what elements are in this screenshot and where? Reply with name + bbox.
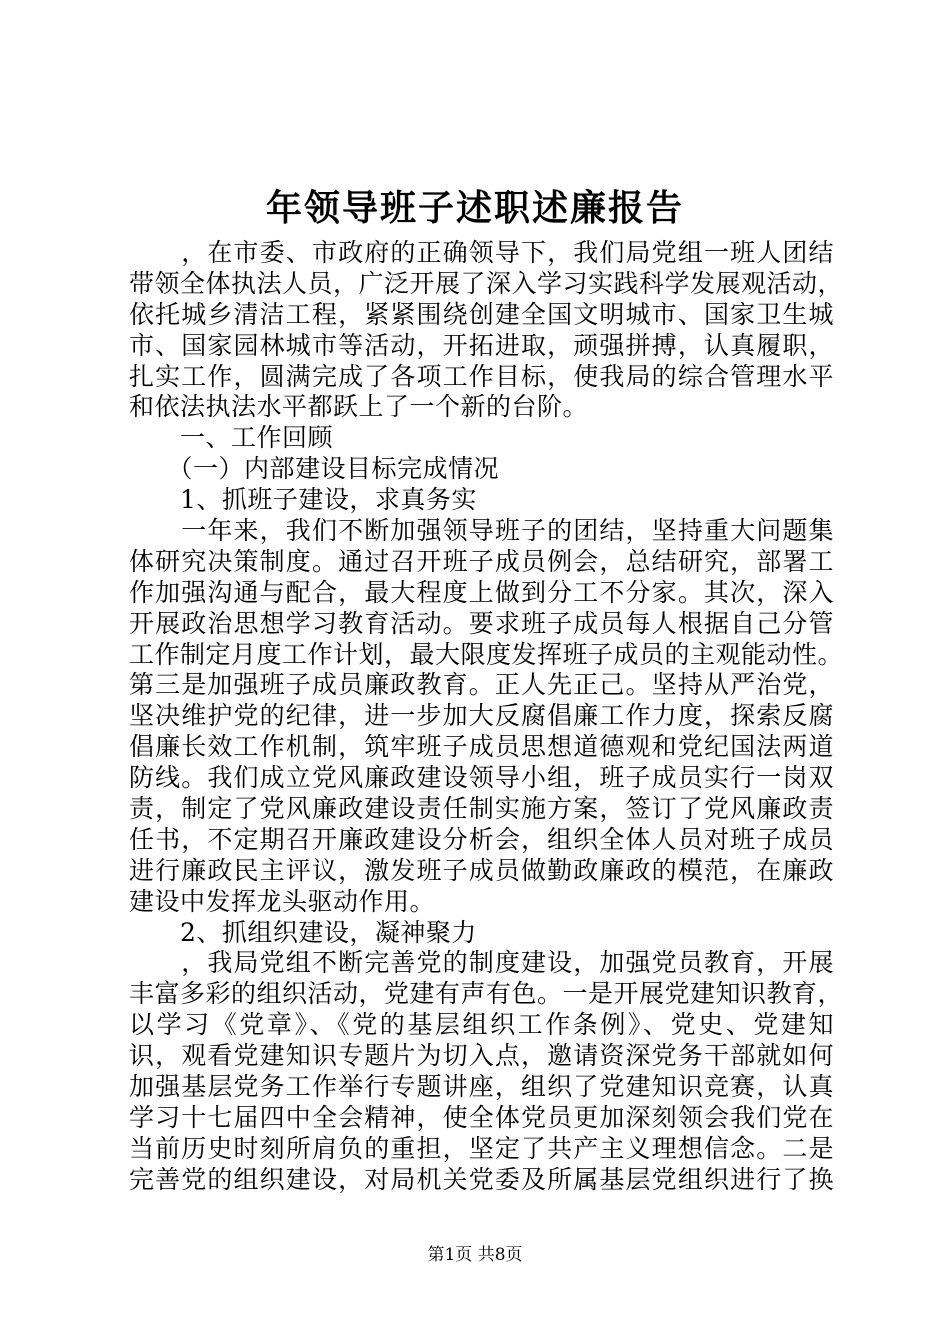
text-line: 建设中发挥龙头驱动作用。 bbox=[129, 886, 436, 916]
item-heading: 1、抓班子建设，求真务实 bbox=[129, 485, 477, 515]
text-line: 进行廉政民主评议，激发班子成员做勤政廉政的模范，在廉政 bbox=[129, 855, 834, 885]
text-line: 作加强沟通与配合，最大程度上做到分工不分家。其次，深入 bbox=[129, 577, 834, 607]
text-line: ，我局党组不断完善党的制度建设，加强党员教育，开展 bbox=[129, 948, 834, 978]
text-line: 倡廉长效工作机制，筑牢班子成员思想道德观和党纪国法两道 bbox=[129, 732, 834, 762]
text-line: 和依法执法水平都跃上了一个新的台阶。 bbox=[129, 392, 589, 422]
section-heading: 一、工作回顾 bbox=[129, 423, 334, 453]
text-line: 开展政治思想学习教育活动。要求班子成员每人根据自己分管 bbox=[129, 608, 834, 638]
text-line: 完善党的组织建设，对局机关党委及所属基层党组织进行了换 bbox=[129, 1164, 834, 1194]
text-line: 以学习《党章》、《党的基层组织工作条例》、党史、党建知 bbox=[129, 1010, 834, 1040]
text-line: 带领全体执法人员，广泛开展了深入学习实践科学发展观活动， bbox=[129, 268, 844, 298]
text-line: 扎实工作，圆满完成了各项工作目标，使我局的综合管理水平 bbox=[129, 361, 834, 391]
item-heading: 2、抓组织建设，凝神聚力 bbox=[129, 917, 477, 947]
text-line: 当前历史时刻所肩负的重担，坚定了共产主义理想信念。二是 bbox=[129, 1133, 834, 1163]
text-line: 第三是加强班子成员廉政教育。正人先正己。坚持从严治党， bbox=[129, 670, 834, 700]
text-line: 加强基层党务工作举行专题讲座，组织了党建知识竞赛，认真 bbox=[129, 1072, 834, 1102]
text-line: 任书，不定期召开廉政建设分析会，组织全体人员对班子成员 bbox=[129, 824, 834, 854]
text-line: 体研究决策制度。通过召开班子成员例会，总结研究，部署工 bbox=[129, 546, 834, 576]
text-line: 责，制定了党风廉政建设责任制实施方案，签订了党风廉政责 bbox=[129, 794, 834, 824]
text-line: 工作制定月度工作计划，最大限度发挥班子成员的主观能动性。 bbox=[129, 639, 844, 669]
document-body bbox=[129, 238, 844, 1196]
text-line: 识，观看党建知识专题片为切入点，邀请资深党务干部就如何 bbox=[129, 1041, 834, 1071]
text-line: 一年来，我们不断加强领导班子的团结，坚持重大问题集 bbox=[129, 516, 834, 546]
text-line: 依托城乡清洁工程，紧紧围绕创建全国文明城市、国家卫生城 bbox=[129, 299, 834, 329]
text-line: 学习十七届四中全会精神，使全体党员更加深刻领会我们党在 bbox=[129, 1102, 834, 1132]
text-line: ，在市委、市政府的正确领导下，我们局党组一班人团结 bbox=[129, 238, 834, 267]
text-line: 市、国家园林城市等活动，开拓进取，顽强拼搏，认真履职， bbox=[129, 330, 834, 360]
text-line: 防线。我们成立党风廉政建设领导小组，班子成员实行一岗双 bbox=[129, 763, 834, 793]
page-number-footer: 第1页 共8页 bbox=[427, 1245, 523, 1265]
text-line: 坚决维护党的纪律，进一步加大反腐倡廉工作力度，探索反腐 bbox=[129, 701, 834, 731]
subsection-heading: （一）内部建设目标完成情况 bbox=[129, 454, 500, 484]
text-line: 丰富多彩的组织活动，党建有声有色。一是开展党建知识教育， bbox=[129, 979, 844, 1009]
document-title: 年领导班子述职述廉报告 bbox=[265, 187, 684, 229]
